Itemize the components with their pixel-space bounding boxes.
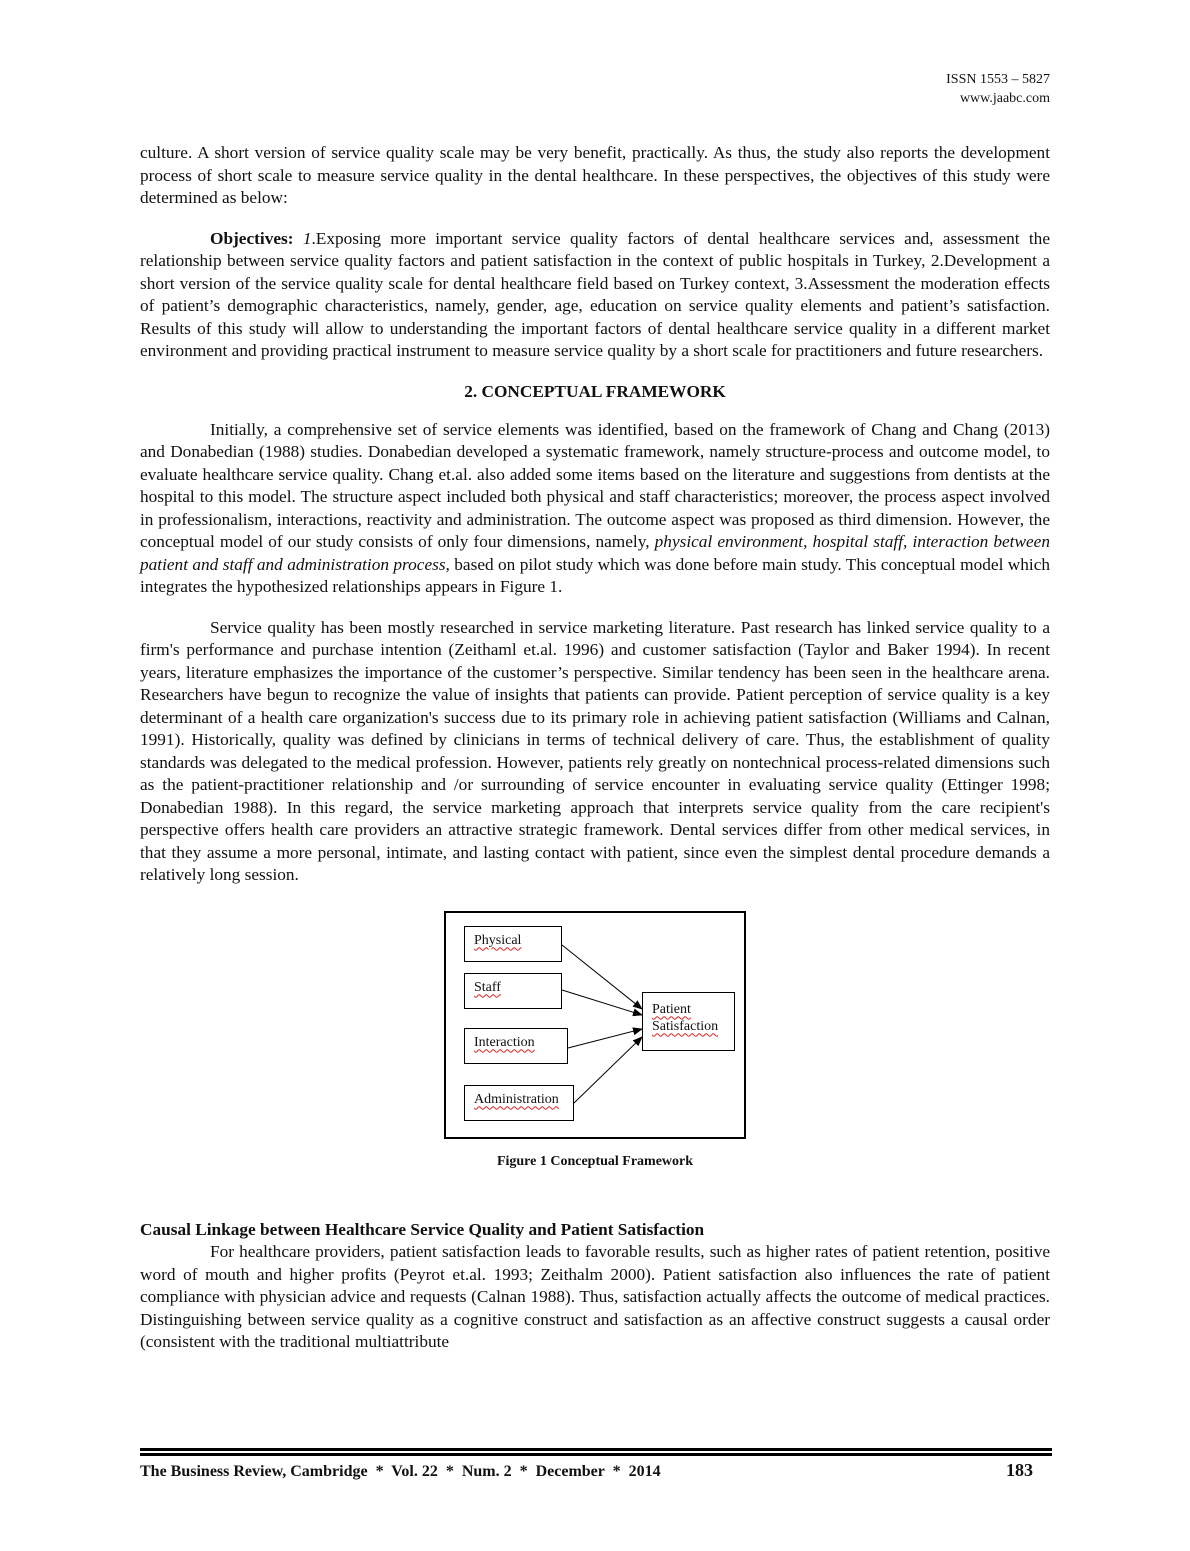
objectives-text: .Exposing more important service quality factors of dental healthcare services and, assessment the relationship between service quality factors and patient satisfaction in the context of public hospitals in Turkey, 2.Development a short version of the service quality scale for dental healthcare field based on Turkey context, 3.Assessment the moderation effects of patient’s demographic characteristics, namely, gender, age, education on service quality elements and patient’s satisfaction. Results of this study will allow to understanding the important factors of dental healthcare service quality in a different market environment and providing practical instrument to measure service quality by a short scale for practitioners and future researchers. <box>140 228 1050 360</box>
node-staff: Staff <box>464 973 562 1009</box>
issn: ISSN 1553 – 5827 <box>946 72 1050 87</box>
paragraph-objectives <box>140 228 1050 363</box>
paragraph-causal-linkage: For healthcare providers, patient satisfaction leads to favorable results, such as higher rates of patient retention, positive word of mouth and higher profits (Peyrot et.al. 1993; Zeithalm 2000). Patient satisfaction also influences the rate of patient compliance with physician advice and requests (Calnan 1988). Thus, satisfaction actually affects the outcome of medical practices. Distinguishing between service quality as a cognitive construct and satisfaction as an affective construct suggests a causal order (consistent with the traditional multiattribute <box>140 1242 1050 1351</box>
paragraph-culture: culture. A short version of service quality scale may be very benefit, practically. As thus, the study also reports the development process of short scale to measure service quality in the dental healthcare. In these perspectives, the objectives of this study were determined as below: <box>140 143 1050 207</box>
arrow-staff <box>562 990 642 1015</box>
node-physical: Physical <box>464 926 562 962</box>
paragraph-framework <box>140 419 1050 599</box>
node-interaction: Interaction <box>464 1028 568 1064</box>
page-body <box>140 142 1050 1354</box>
figure-caption: Figure 1 Conceptual Framework <box>496 1153 694 1169</box>
website: www.jaabc.com <box>959 91 1050 106</box>
figure-1 <box>140 911 1050 1211</box>
section-heading: 2. CONCEPTUAL FRAMEWORK <box>464 381 726 401</box>
running-footer <box>140 1462 1033 1482</box>
objectives-label: Objectives: <box>210 228 294 248</box>
paragraph-service-quality: Service quality has been mostly researched in service marketing literature. Past research has linked service quality to a firm's performance and purchase intention (Zeithaml et.al. 1996) and customer satisfaction (Taylor and Baker 1994). In recent years, literature emphasizes the importance of the customer’s perspective. Similar tendency has been seen in the healthcare arena. Researchers have begun to recognize the value of insights that patients can provide. Patient perception of service quality is a key determinant of a health care organization's success due to its primary role in achieving patient satisfaction (Williams and Calnan, 1991). Historically, quality was defined by clinicians in terms of technical delivery of care. Thus, the establishment of quality standards was delegated to the medical profession. However, patients rely greatly on nontechnical process-related dimensions such as the patient-practitioner relationship and /or surrounding of service encounter in evaluating service quality (Ettinger 1998; Donabedian 1988). In this regard, the service marketing approach that interprets service quality from the care recipient's perspective offers health care providers an attractive strategic framework. Dental services differ from other medical services, in that they assume a more personal, intimate, and lasting contact with patient, since even the simplest dental procedure demands a relatively long session. <box>140 617 1050 884</box>
arrow-interaction <box>568 1029 642 1048</box>
objectives-numeral: 1 <box>293 228 312 248</box>
node-patient-satisfaction: Patient Satisfaction <box>642 992 735 1051</box>
running-header <box>946 70 1050 108</box>
figure-frame <box>444 911 746 1139</box>
subheading-causal-linkage: Causal Linkage between Healthcare Service Quality and Patient Satisfaction <box>140 1219 705 1239</box>
journal-citation: The Business Review, Cambridge * Vol. 22 * Num. 2 * December * 2014 <box>140 1463 661 1480</box>
framework-dimensions: physical environment, hospital staff, interaction between patient and staff and administration process, <box>140 532 1050 574</box>
arrow-administration <box>574 1037 642 1103</box>
framework-text-b: based on pilot study which was done before main study. This conceptual model which integrates the hypothesized relationships appears in Figure 1. <box>140 554 1051 596</box>
page-number: 183 <box>1006 1460 1033 1480</box>
footer-rule <box>140 1448 1052 1456</box>
arrow-physical <box>562 945 642 1009</box>
framework-text-a: Initially, a comprehensive set of service elements was identified, based on the framework of Chang and Chang (2013) and Donabedian (1988) studies. Donabedian developed a systematic framework, namely structure-process and outcome model, to evaluate healthcare service quality. Chang et.al. also added some items based on the literature and suggestions from dentists at the hospital to this model. The structure aspect included both physical and staff characteristics; moreover, the process aspect involved in professionalism, interactions, reactivity and administration. The outcome aspect was proposed as third dimension. However, the conceptual model of our study consists of only four dimensions, namely, <box>140 419 1050 551</box>
node-administration: Administration <box>464 1085 574 1121</box>
